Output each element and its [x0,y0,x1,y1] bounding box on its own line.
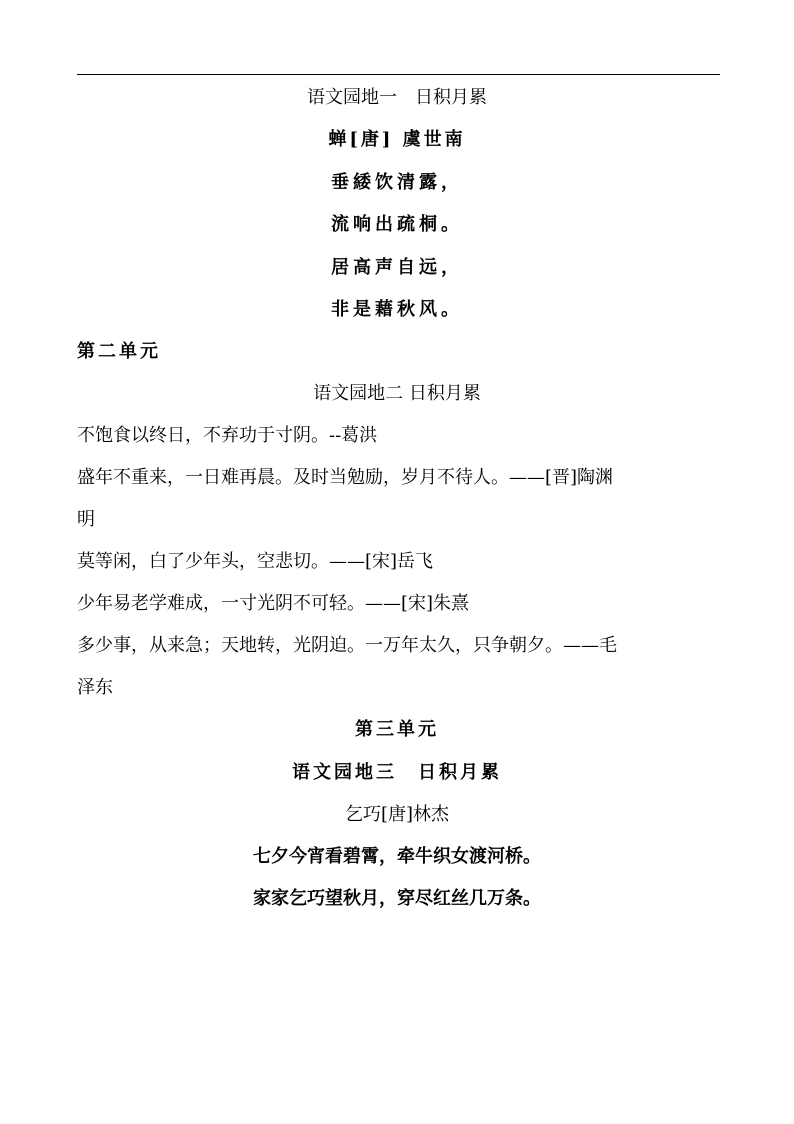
unit1-poem-line-1: 垂緌饮清露， [331,172,463,193]
unit1-section-title: 语文园地一 日积月累 [307,87,487,108]
unit1-poem-line-3: 居高声自远， [331,257,463,278]
unit2-quote-5-cont: 泽东 [77,677,113,698]
unit2-section-title: 语文园地二 日积月累 [313,383,481,404]
unit1-poem-title: 蝉[唐] 虞世南 [328,129,466,150]
header-rule [77,74,720,75]
unit3-poem-line-2: 家家乞巧望秋月，穿尽红丝几万条。 [253,888,541,909]
unit3-poem-line-1: 七夕今宵看碧霄，牵牛织女渡河桥。 [253,846,541,867]
unit2-heading: 第二单元 [77,341,161,362]
unit2-quote-1: 不饱食以终日，不弃功于寸阴。--葛洪 [77,425,378,446]
unit3-section-title: 语文园地三 日积月累 [292,762,502,783]
unit3-poem-title: 乞巧[唐]林杰 [344,804,450,825]
unit2-quote-4: 少年易老学难成，一寸光阴不可轻。——[宋]朱熹 [77,593,470,614]
unit1-poem-line-4: 非是藉秋风。 [331,299,463,320]
unit1-poem-line-2: 流响出疏桐。 [331,214,463,235]
unit3-heading: 第三单元 [355,719,439,740]
unit2-quote-2: 盛年不重来，一日难再晨。及时当勉励，岁月不待人。——[晋]陶渊 [77,467,614,488]
unit2-quote-2-cont: 明 [77,509,95,530]
unit2-quote-3: 莫等闲，白了少年头，空悲切。——[宋]岳飞 [77,551,434,572]
unit2-quote-5: 多少事，从来急；天地转，光阴迫。一万年太久，只争朝夕。——毛 [77,635,617,656]
